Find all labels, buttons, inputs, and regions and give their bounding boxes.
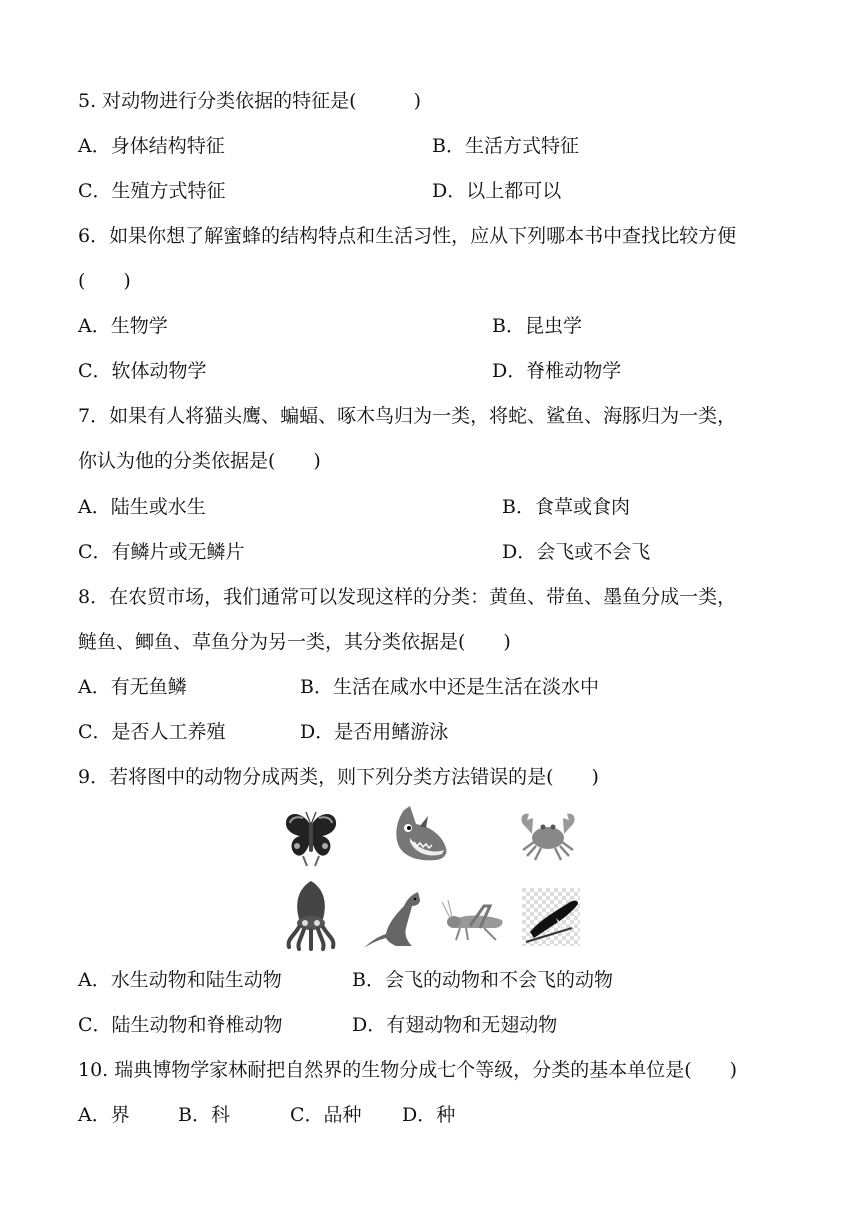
q5-option-d[interactable]: D．以上都可以: [432, 180, 562, 202]
q8-stem-line1: 8．在农贸市场，我们通常可以发现这样的分类：黄鱼、带鱼、墨鱼分成一类，: [78, 586, 737, 608]
q10-option-a[interactable]: A．界: [78, 1104, 130, 1126]
swallow-icon: [522, 888, 580, 946]
grasshopper-icon: [440, 898, 512, 944]
q8-stem-line2: 鲢鱼、鲫鱼、草鱼分为另一类，其分类依据是( ): [78, 631, 511, 653]
q8-option-d[interactable]: D．是否用鳍游泳: [300, 721, 449, 743]
q7-option-b[interactable]: B．食草或食肉: [502, 496, 630, 518]
kangaroo-icon: [362, 890, 424, 950]
q8-option-c[interactable]: C．是否人工养殖: [78, 721, 226, 743]
q6-option-d[interactable]: D．脊椎动物学: [492, 360, 622, 382]
q8-option-b[interactable]: B．生活在咸水中还是生活在淡水中: [300, 676, 599, 698]
q7-option-a[interactable]: A．陆生或水生: [78, 496, 206, 518]
squid-icon: [285, 879, 337, 951]
q7-option-c[interactable]: C．有鳞片或无鳞片: [78, 541, 245, 563]
q10-option-c[interactable]: C．品种: [290, 1104, 362, 1126]
q6-option-c[interactable]: C．软体动物学: [78, 360, 207, 382]
q8-option-a[interactable]: A．有无鱼鳞: [78, 676, 187, 698]
q5-stem: 5. 对动物进行分类依据的特征是( ): [78, 90, 421, 112]
q9-option-d[interactable]: D．有翅动物和无翅动物: [352, 1014, 558, 1036]
q6-stem-line2: ( ): [78, 270, 131, 292]
q10-stem: 10. 瑞典博物学家林耐把自然界的生物分成七个等级，分类的基本单位是( ): [78, 1059, 738, 1081]
q6-option-b[interactable]: B．昆虫学: [492, 315, 582, 337]
q5-option-b[interactable]: B．生活方式特征: [432, 135, 579, 157]
butterfly-icon: [283, 808, 339, 868]
q6-option-a[interactable]: A．生物学: [78, 315, 168, 337]
q9-option-b[interactable]: B．会飞的动物和不会飞的动物: [352, 969, 613, 991]
q5-option-c[interactable]: C．生殖方式特征: [78, 180, 226, 202]
q5-option-a[interactable]: A．身体结构特征: [78, 135, 225, 157]
q6-stem-line1: 6．如果你想了解蜜蜂的结构特点和生活习性，应从下列哪本书中查找比较方便: [78, 225, 737, 247]
q10-option-b[interactable]: B．科: [178, 1104, 230, 1126]
q10-option-d[interactable]: D．种: [402, 1104, 456, 1126]
q7-option-d[interactable]: D．会飞或不会飞: [502, 541, 651, 563]
q9-option-c[interactable]: C．陆生动物和脊椎动物: [78, 1014, 283, 1036]
crab-icon: [517, 806, 579, 862]
q9-stem: 9．若将图中的动物分成两类，则下列分类方法错误的是( ): [78, 766, 599, 788]
q7-stem-line1: 7．如果有人将猫头鹰、蝙蝠、啄木鸟归为一类，将蛇、鲨鱼、海豚归为一类，: [78, 405, 737, 427]
q7-stem-line2: 你认为他的分类依据是( ): [78, 450, 321, 472]
shark-icon: [384, 804, 452, 866]
q9-option-a[interactable]: A．水生动物和陆生动物: [78, 969, 282, 991]
